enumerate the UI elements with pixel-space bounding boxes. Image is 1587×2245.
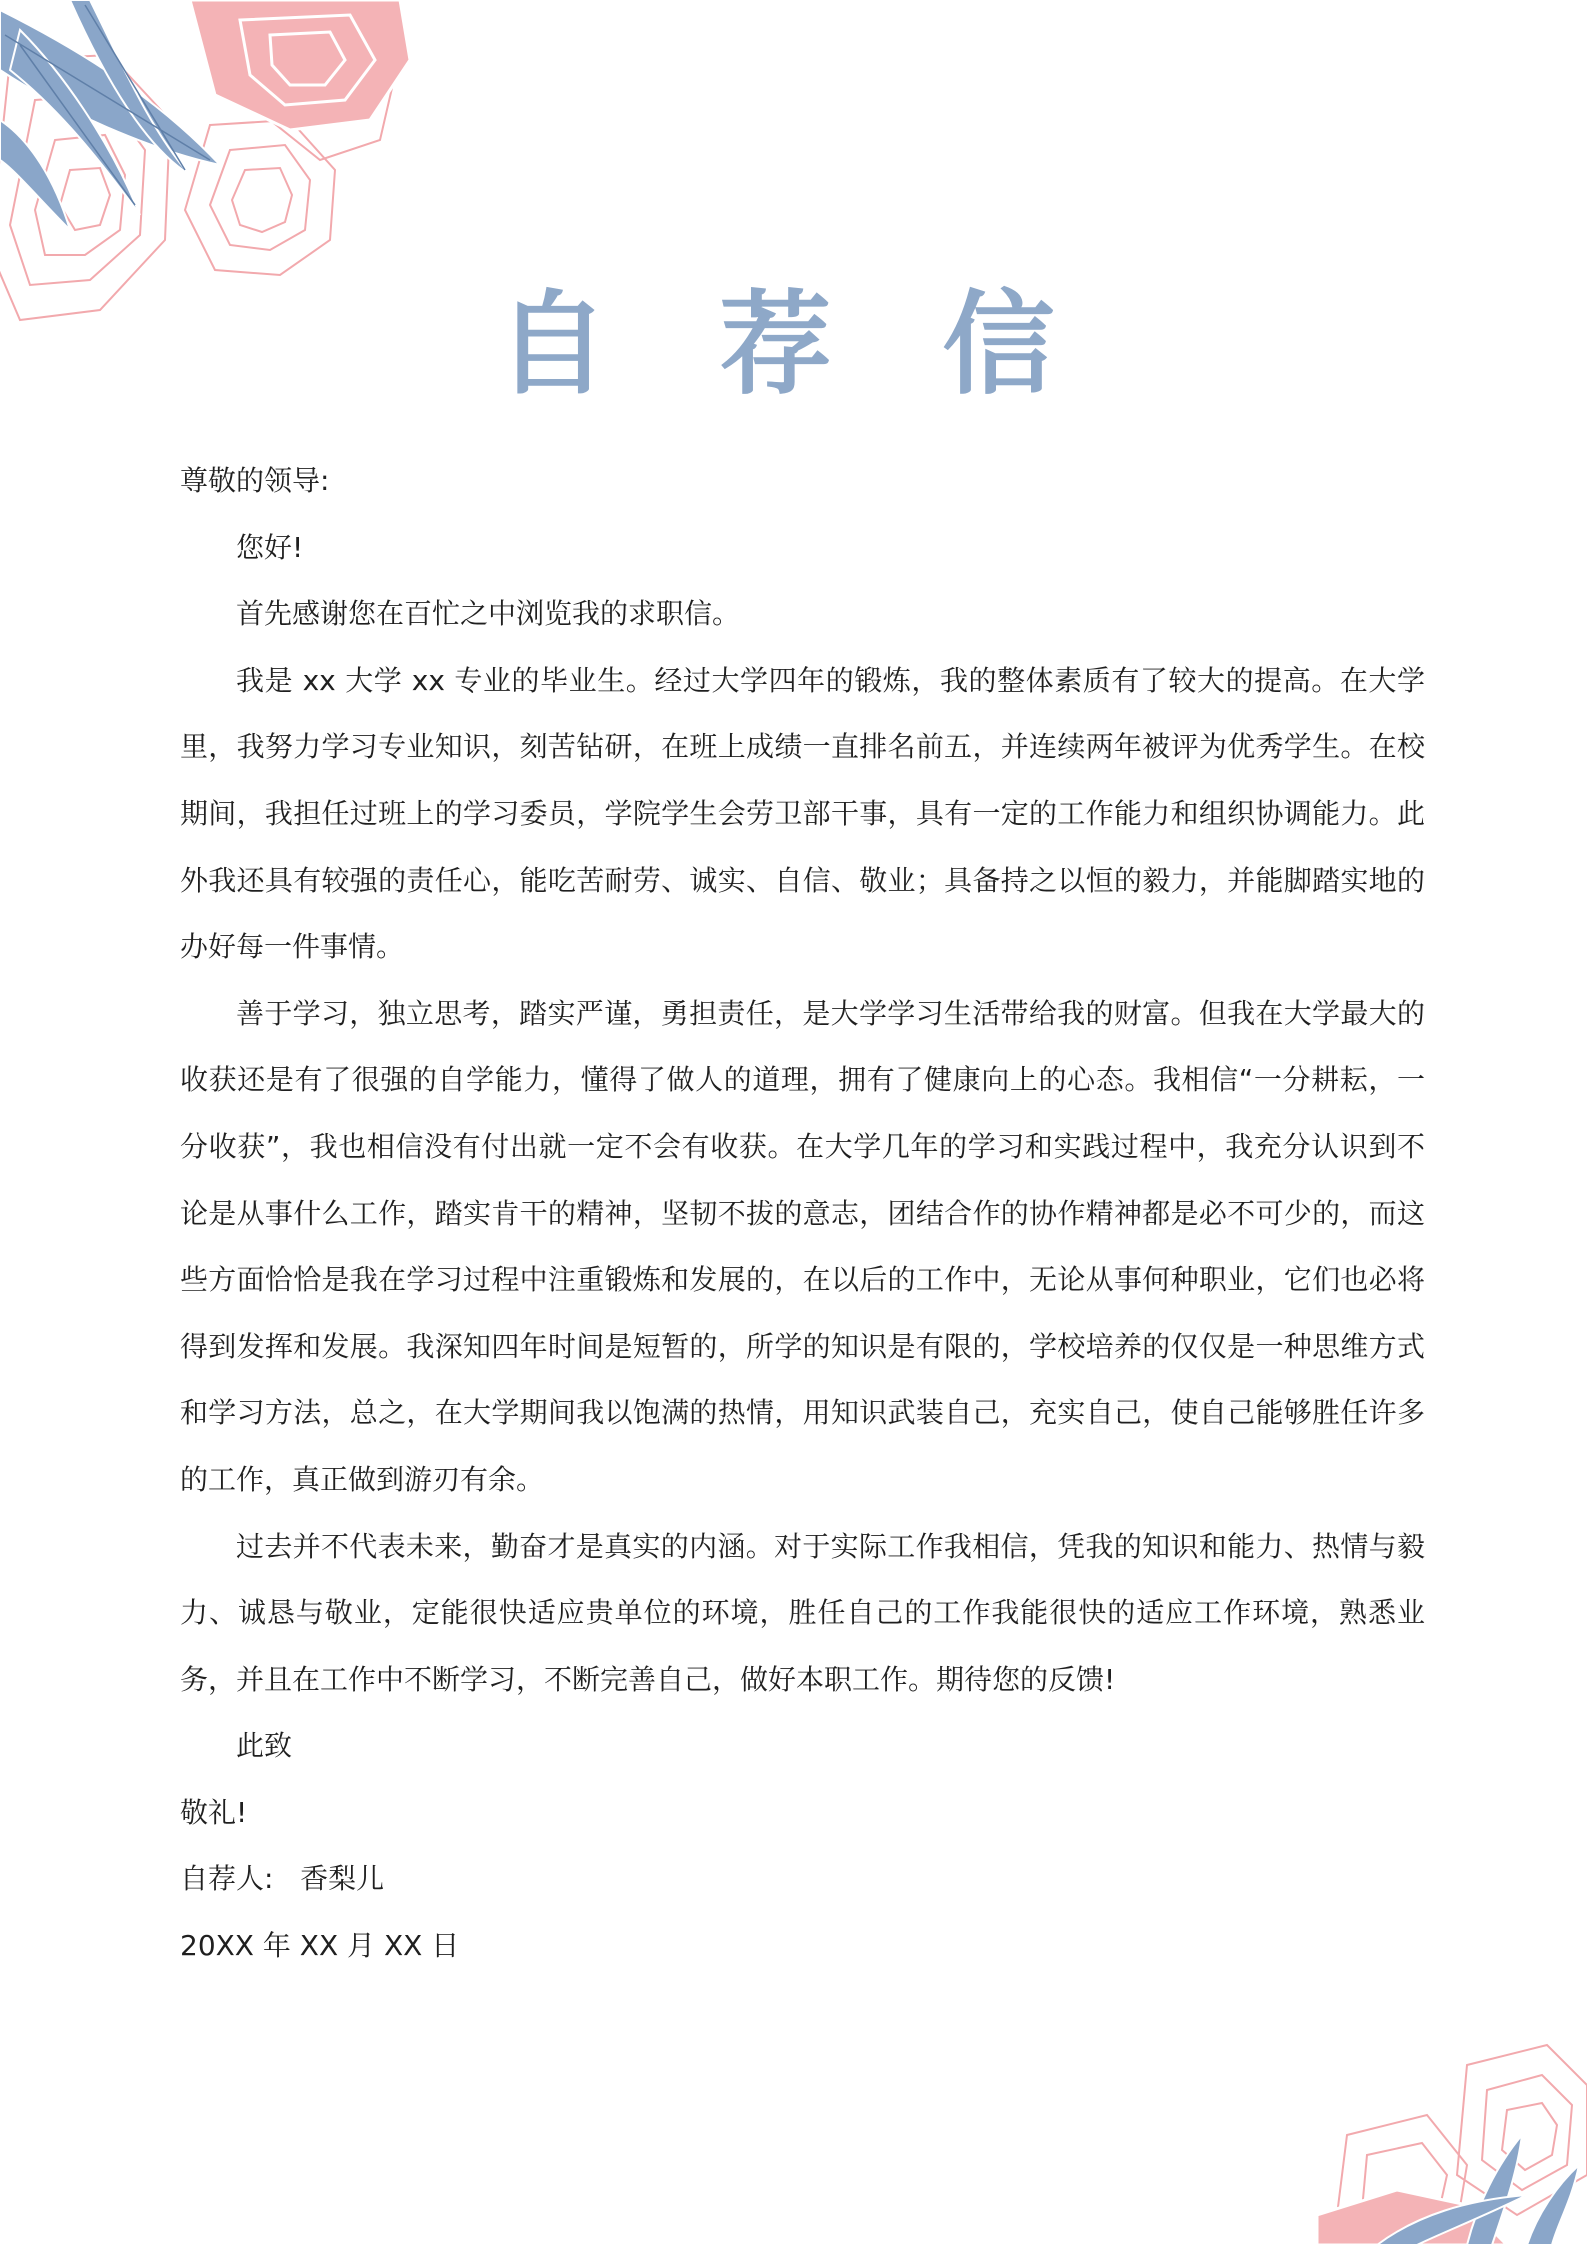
closing: 此致 — [236, 1729, 293, 1763]
letter-title: 自 荐 信 — [496, 280, 1091, 410]
paragraph-4: 过去并不代表未来，勤奋才是真实的内涵。对于实际工作我相信，凭我的知识和能力、热情与毅力、诚恳与敬业，定能很快适应贵单位的环境，胜任自己的工作我能很快的适应工作环境，熟悉业务，并且在工作中不断学习，不断完善自己，做好本职工作。期待您的反馈! — [180, 1529, 1425, 1696]
paragraph-2: 我是 xx 大学 xx 专业的毕业生。经过大学四年的锻炼，我的整体素质有了较大的提高。在大学里，我努力学习专业知识，刻苦钻研，在班上成绩一直排名前五，并连续两年被评为优秀学生。在校期间，我担任过班上的学习委员，学院学生会劳卫部干事，具有一定的工作能力和组织协调能力。此外我还具有较强的责任心，能吃苦耐劳、诚实、自信、敬业；具备持之以恒的毅力，并能脚踏实地的办好每一件事情。 — [180, 663, 1425, 964]
paragraph-1: 首先感谢您在百忙之中浏览我的求职信。 — [236, 597, 741, 631]
greeting: 您好! — [236, 530, 304, 564]
date: 20XX 年 XX 月 XX 日 — [180, 1929, 460, 1963]
floral-decoration-bottom-right — [1317, 2025, 1587, 2245]
paragraph-3: 善于学习，独立思考，踏实严谨，勇担责任，是大学学习生活带给我的财富。但我在大学最大的收获还是有了很强的自学能力，懂得了做人的道理，拥有了健康向上的心态。我相信“一分耕耘，一分收获”，我也相信没有付出就一定不会有收获。在大学几年的学习和实践过程中，我充分认识到不论是从事什么工作，踏实肯干的精神，坚韧不拔的意志，团结合作的协作精神都是必不可少的，而这些方面恰恰是我在学习过程中注重锻炼和发展的，在以后的工作中，无论从事何种职业，它们也必将得到发挥和发展。我深知四年时间是短暂的，所学的知识是有限的，学校培养的仅仅是一种思维方式和学习方法，总之，在大学期间我以饱满的热情，用知识武装自己，充实自己，使自己能够胜任许多的工作，真正做到游刃有余。 — [180, 996, 1425, 1496]
regards: 敬礼! — [180, 1795, 248, 1829]
signature: 自荐人: 香梨儿 — [180, 1862, 385, 1896]
letter-body — [180, 448, 1425, 1980]
salutation: 尊敬的领导: — [180, 464, 330, 497]
